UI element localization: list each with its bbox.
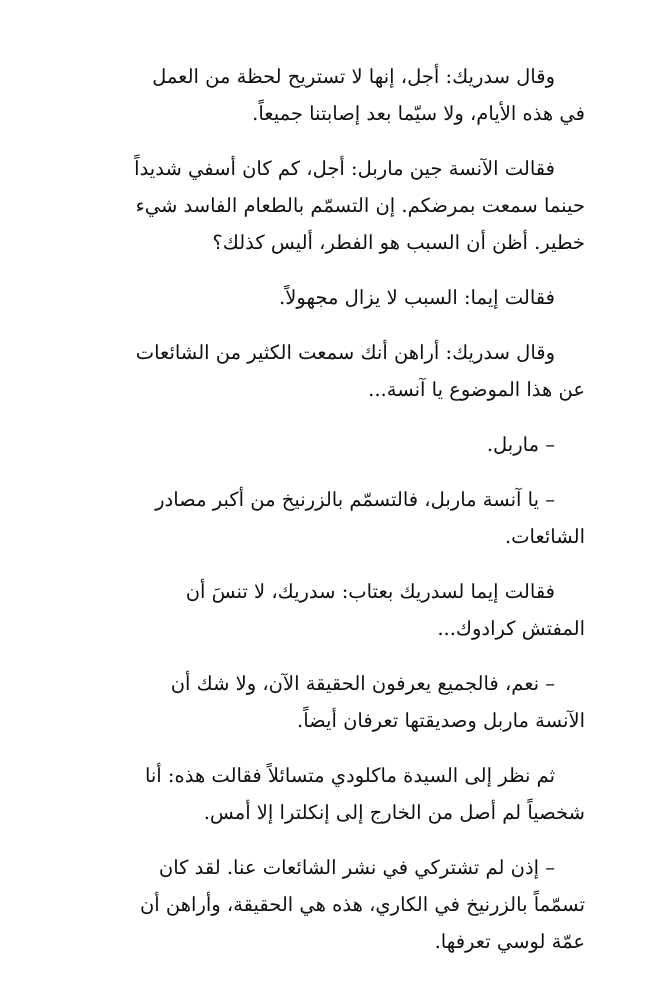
paragraph xyxy=(80,665,585,739)
paragraph xyxy=(80,757,585,831)
text-line: ثم نظر إلى السيدة ماكلودي متسائلاً فقالت هذه: أنا xyxy=(144,764,555,787)
text-line: الشائعات. xyxy=(504,525,585,548)
text-line: فقالت إيما: السبب لا يزال مجهولاً. xyxy=(279,286,555,309)
paragraph xyxy=(80,849,585,960)
text-line: عن هذا الموضوع يا آنسة... xyxy=(368,378,585,401)
text-line: – ماربل. xyxy=(486,433,555,456)
text-line: في هذه الأيام، ولا سيّما بعد إصابتنا جميعاً. xyxy=(252,102,585,125)
text-line: الآنسة ماربل وصديقتها تعرفان أيضاً. xyxy=(297,709,585,732)
text-line: وقال سدريك: أراهن أنك سمعت الكثير من الشائعات xyxy=(135,341,555,364)
paragraph xyxy=(80,58,585,132)
paragraph xyxy=(80,279,585,316)
text-line: – إذن لم تشتركي في نشر الشائعات عنا. لقد كان xyxy=(158,856,555,879)
text-line: عمّة لوسي تعرفها. xyxy=(434,930,585,953)
text-line: شخصياً لم أصل من الخارج إلى إنكلترا إلا أمس. xyxy=(203,801,585,824)
text-line: فقالت الآنسة جين ماربل: أجل، كم كان أسفي شديداً xyxy=(134,157,555,180)
text-line: تسمّماً بالزرنيخ في الكاري، هذه هي الحقيقة، وأراهن أن xyxy=(139,893,585,916)
paragraph xyxy=(80,150,585,261)
text-line: حينما سمعت بمرضكم. إن التسمّم بالطعام الفاسد شيء xyxy=(135,194,585,217)
text-line: فقالت إيما لسدريك بعتاب: سدريك، لا تنسَ أن xyxy=(185,580,555,603)
paragraph xyxy=(80,426,585,463)
paragraph xyxy=(80,334,585,408)
text-line: وقال سدريك: أجل، إنها لا تستريح لحظة من العمل xyxy=(152,65,555,88)
text-line: – يا آنسة ماربل، فالتسمّم بالزرنيخ من أكبر مصادر xyxy=(155,488,555,511)
text-line: خطير. أظن أن السبب هو الفطر، أليس كذلك؟ xyxy=(212,231,585,254)
text-line: – نعم، فالجميع يعرفون الحقيقة الآن، ولا شك أن xyxy=(170,672,555,695)
text-line: المفتش كرادوك... xyxy=(437,617,585,640)
paragraph xyxy=(80,573,585,647)
paragraph xyxy=(80,481,585,555)
